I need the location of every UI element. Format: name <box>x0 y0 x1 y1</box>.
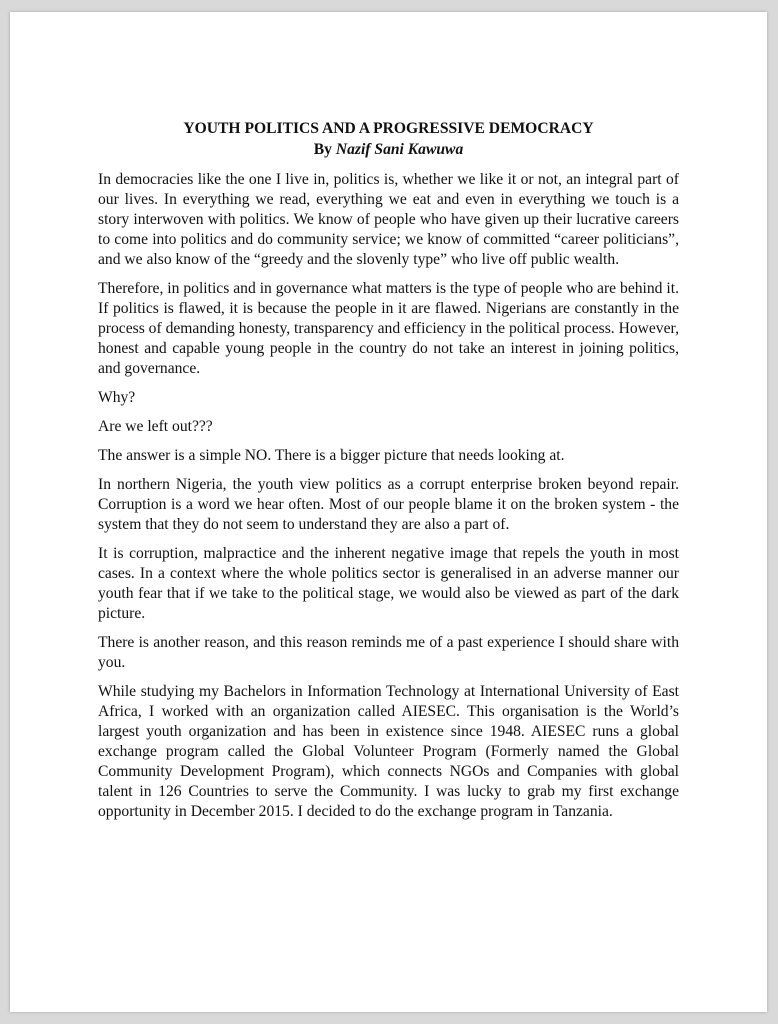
paragraph-another-reason: There is another reason, and this reason reminds me of a past experience I should share with you. <box>98 634 679 671</box>
byline <box>98 139 679 160</box>
paragraph-why: Why? <box>98 389 136 406</box>
author-name: Nazif Sani Kawuwa <box>335 141 464 158</box>
paragraph-answer: The answer is a simple NO. There is a bigger picture that needs looking at. <box>98 447 565 464</box>
paragraph-intro: In democracies like the one I live in, politics is, whether we like it or not, an integral part of our lives. In everything we read, everything we eat and even in everything we touch is a story interwoven with politics. We know of people who have given up their lucrative careers to come into politics and do community service; we know of committed “career politicians”, and we also know of the “greedy and the slovenly type” who live off public wealth. <box>98 171 679 268</box>
paragraph-corruption: It is corruption, malpractice and the inherent negative image that repels the youth in most cases. In a context where the whole politics sector is generalised in an adverse manner our youth fear that if we take to the political stage, we would also be viewed as part of the dark picture. <box>98 545 679 622</box>
document-page <box>10 12 767 1012</box>
byline-prefix: By <box>313 141 336 158</box>
paragraph-left-out: Are we left out??? <box>98 418 213 435</box>
paragraph-governance: Therefore, in politics and in governance what matters is the type of people who are behind it. If politics is flawed, it is because the people in it are flawed. Nigerians are constantly in the process of demanding honesty, transparency and efficiency in the political process. However, honest and capable young people in the country do not take an interest in joining politics, and governance. <box>98 280 679 377</box>
document-title: YOUTH POLITICS AND A PROGRESSIVE DEMOCRACY <box>183 120 594 137</box>
paragraph-northern-nigeria: In northern Nigeria, the youth view politics as a corrupt enterprise broken beyond repair. Corruption is a word we hear often. Most of our people blame it on the broken system - the system that they do not seem to understand they are also a part of. <box>98 476 679 533</box>
paragraph-aiesec: While studying my Bachelors in Information Technology at International University of East Africa, I worked with an organization called AIESEC. This organisation is the World’s largest youth organization and has been in existence since 1948. AIESEC runs a global exchange program called the Global Volunteer Program (Formerly named the Global Community Development Program), which connects NGOs and Companies with global talent in 126 Countries to serve the Community. I was lucky to grab my first exchange opportunity in December 2015. I decided to do the exchange program in Tanzania. <box>98 683 679 820</box>
